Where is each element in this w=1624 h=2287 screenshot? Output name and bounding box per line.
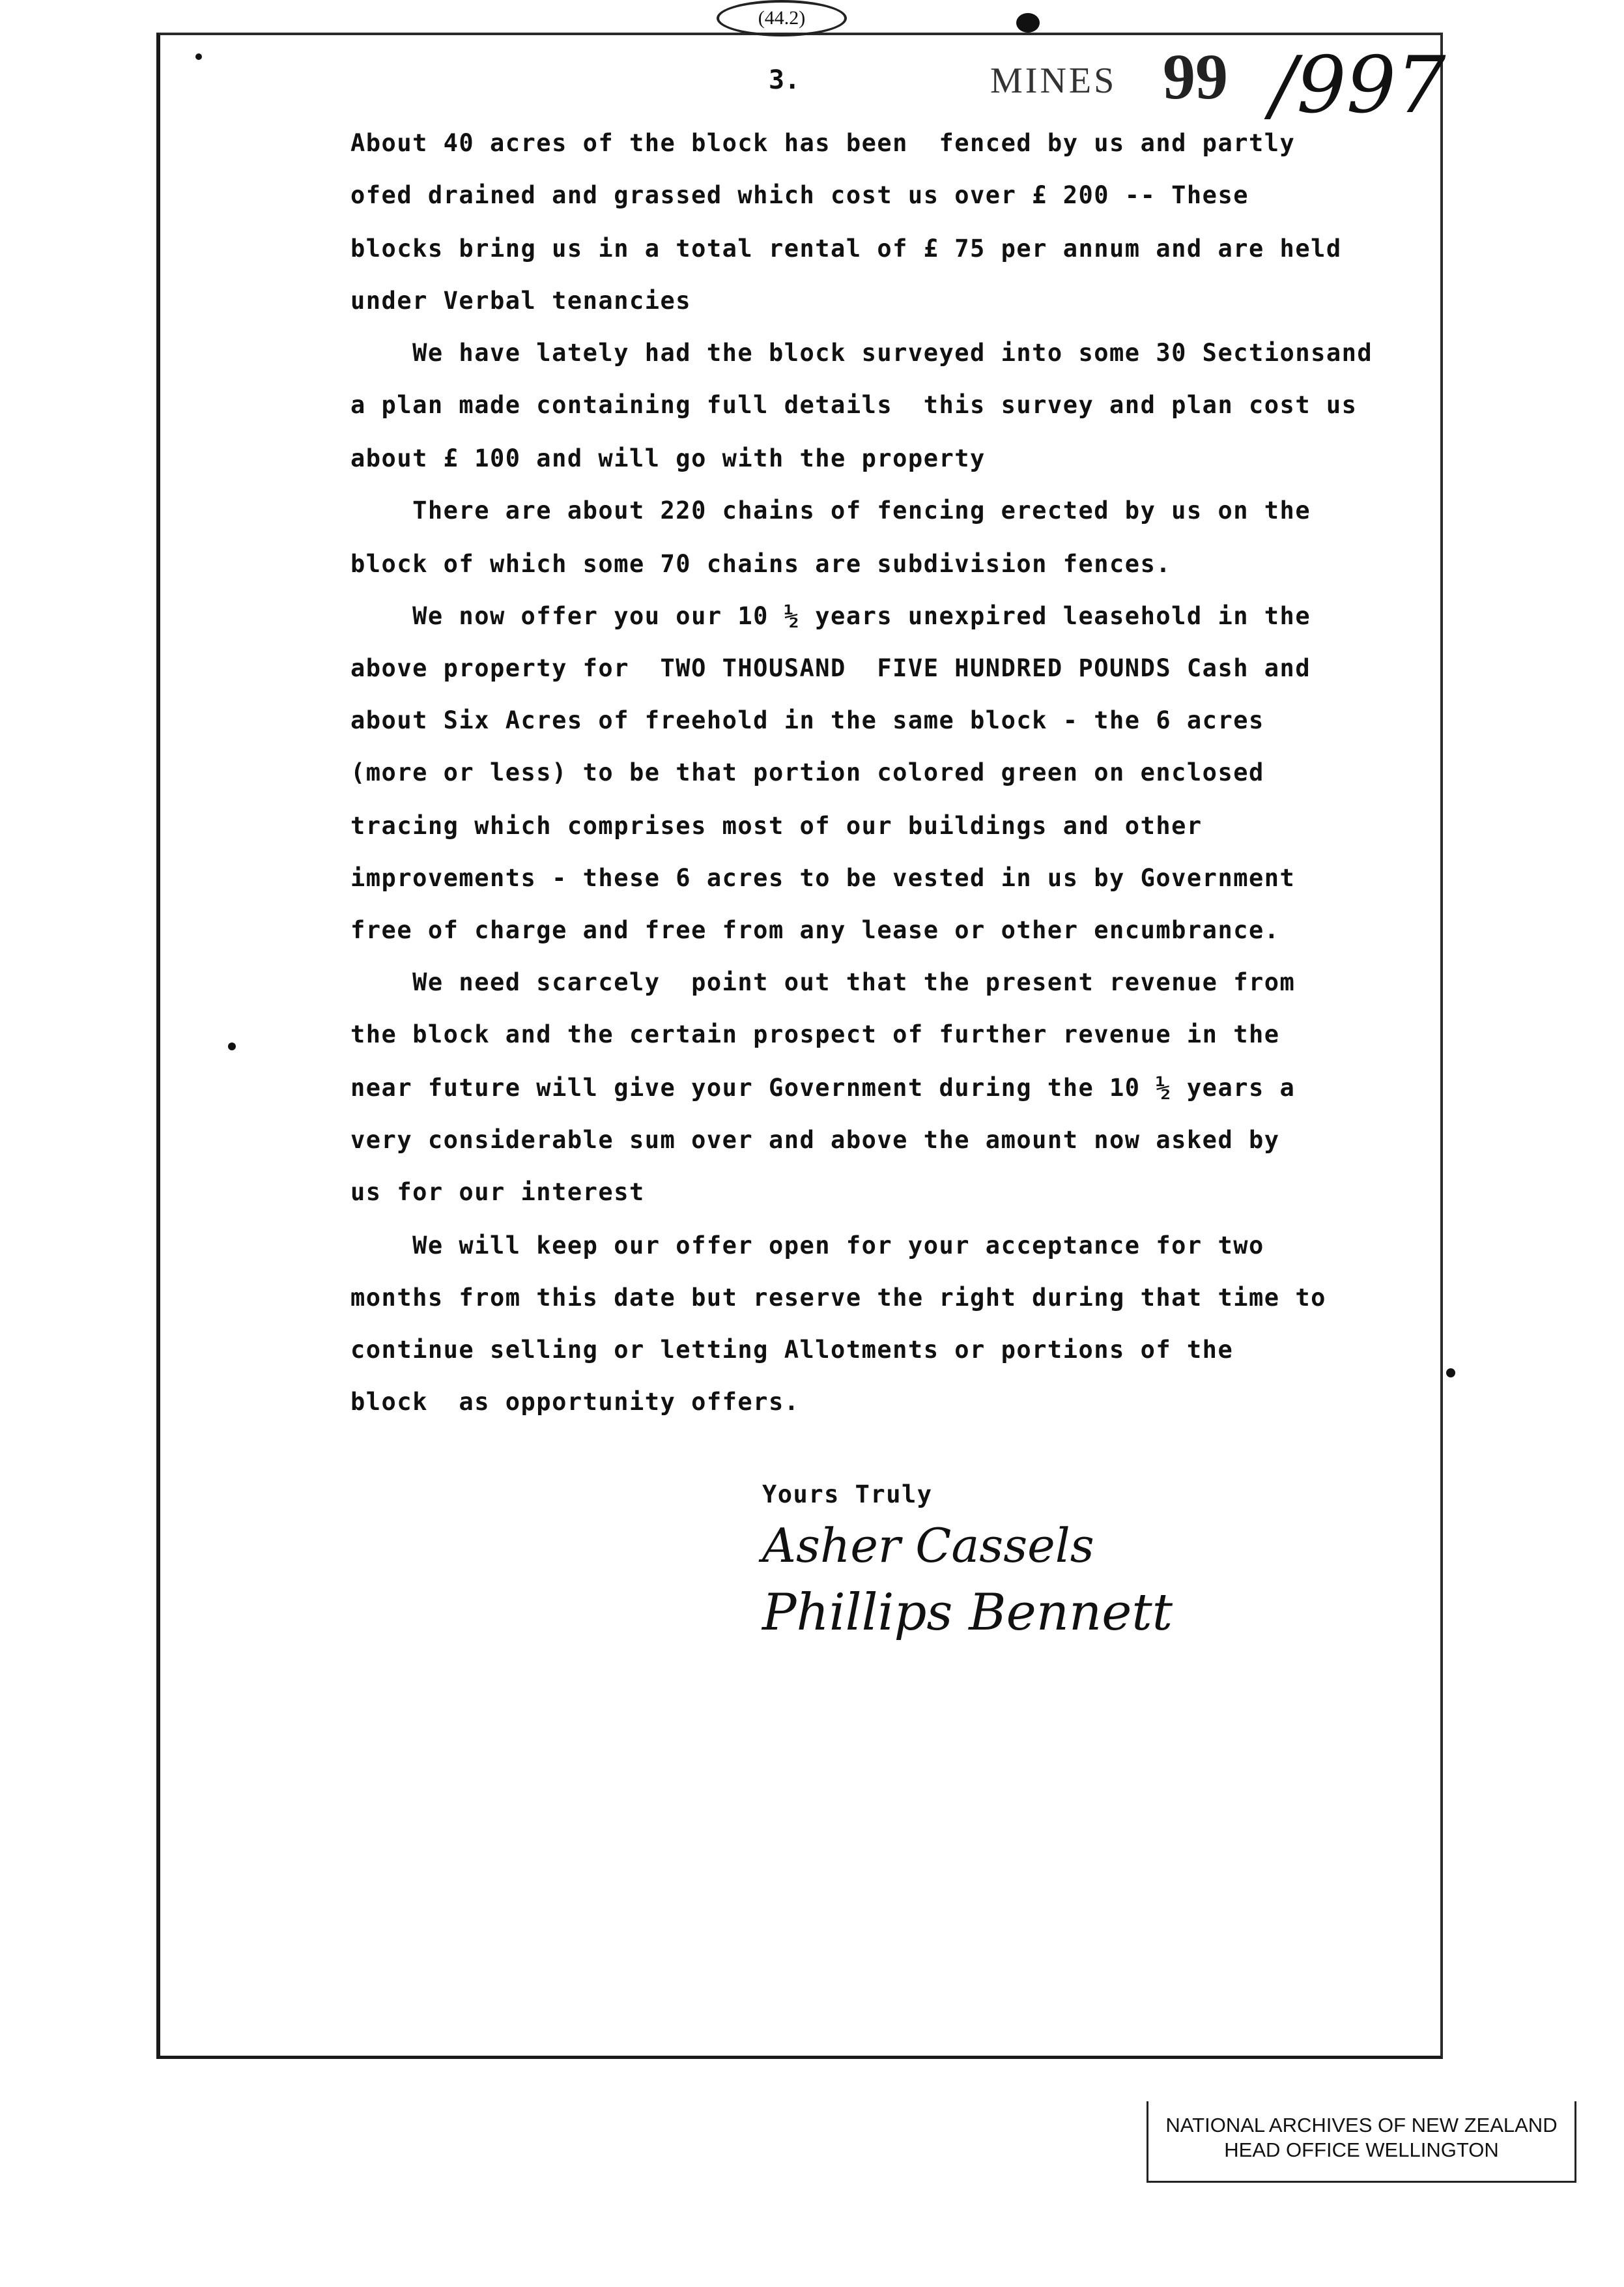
circled-note: (44.2) — [717, 0, 847, 36]
ink-speck — [195, 53, 202, 60]
closing-salutation: Yours Truly — [762, 1480, 933, 1508]
body-line: We have lately had the block surveyed into some 30 Sectionsand — [350, 339, 1373, 367]
signature-phillips-bennett: Phillips Bennett — [762, 1583, 1173, 1642]
archive-stamp — [1147, 2101, 1576, 2183]
page-number: 3. — [769, 65, 801, 95]
body-line: About 40 acres of the block has been fenced by us and partly — [350, 129, 1296, 157]
ink-speck — [228, 1043, 236, 1050]
signature-asher-cassels: Asher Cassels — [762, 1518, 1094, 1573]
file-number: 99 — [1163, 40, 1228, 113]
ink-speck — [1016, 13, 1040, 33]
archive-stamp-line-1: NATIONAL ARCHIVES OF NEW ZEALAND — [1165, 2114, 1558, 2136]
body-line: blocks bring us in a total rental of £ 75 per annum and are held — [350, 235, 1342, 263]
body-line: the block and the certain prospect of further revenue in the — [350, 1020, 1280, 1048]
body-line: a plan made containing full details this survey and plan cost us — [350, 391, 1358, 419]
body-line: We need scarcely point out that the present revenue from — [350, 968, 1296, 996]
body-line: (more or less) to be that portion colored green on enclosed — [350, 758, 1264, 786]
body-line: There are about 220 chains of fencing erected by us on the — [350, 496, 1311, 525]
file-number-handwritten: /997 — [1270, 40, 1446, 131]
archive-stamp-line-2: HEAD OFFICE WELLINGTON — [1224, 2138, 1499, 2161]
body-line: tracing which comprises most of our buildings and other — [350, 812, 1203, 840]
body-line: under Verbal tenancies — [350, 287, 692, 315]
body-line: We will keep our offer open for your acceptance for two — [350, 1231, 1264, 1259]
file-label: MINES — [990, 61, 1117, 101]
body-line: near future will give your Government during the 10 ½ years a — [350, 1074, 1296, 1102]
body-line: block as opportunity offers. — [350, 1388, 800, 1416]
body-line: very considerable sum over and above the amount now asked by — [350, 1126, 1280, 1154]
body-line: free of charge and free from any lease or other encumbrance. — [350, 916, 1280, 944]
body-line: ofed drained and grassed which cost us over £ 200 -- These — [350, 181, 1249, 209]
body-line: us for our interest — [350, 1178, 645, 1206]
ink-speck — [1446, 1368, 1455, 1377]
body-line: block of which some 70 chains are subdivision fences. — [350, 550, 1172, 578]
body-line: continue selling or letting Allotments or portions of the — [350, 1336, 1234, 1364]
body-line: months from this date but reserve the right during that time to — [350, 1284, 1326, 1312]
body-line: improvements - these 6 acres to be vested in us by Government — [350, 864, 1296, 892]
body-line: about £ 100 and will go with the property — [350, 444, 986, 472]
body-line: above property for TWO THOUSAND FIVE HUNDRED POUNDS Cash and — [350, 654, 1311, 682]
body-line: about Six Acres of freehold in the same block - the 6 acres — [350, 706, 1264, 734]
body-line: We now offer you our 10 ½ years unexpired leasehold in the — [350, 602, 1311, 630]
